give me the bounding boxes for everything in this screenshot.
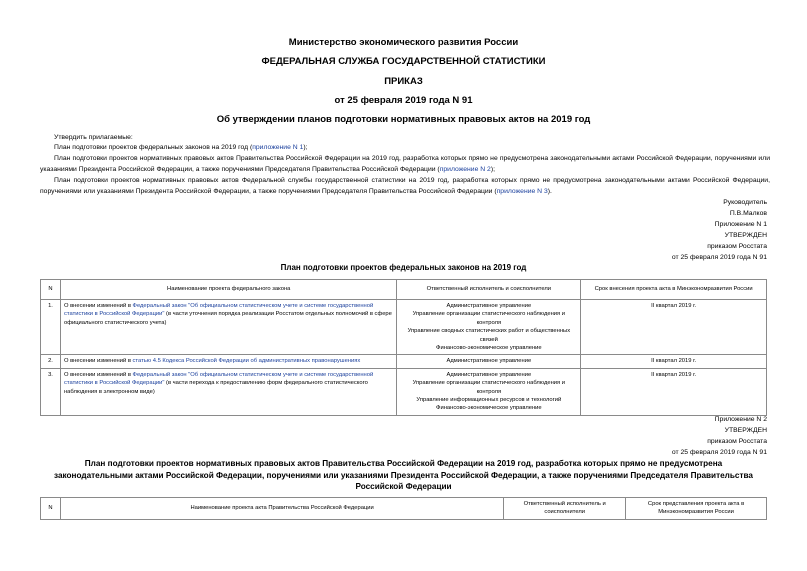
appendix-1-label: Приложение N 1 <box>714 221 767 228</box>
col-header-resp: Ответственный исполнитель и соисполнители <box>397 280 581 300</box>
signature-role: Руководитель <box>723 199 767 206</box>
col-header-term: Срок представления проекта акта в Минэкономразвития России <box>626 498 767 520</box>
col-header-resp: Ответственный исполнитель и соисполнители <box>504 498 626 520</box>
responsible-unit: Управление информационных ресурсов и технологий <box>416 397 562 404</box>
row-number: 1. <box>41 300 61 355</box>
row-term: II квартал 2019 г. <box>581 355 767 368</box>
service-name: ФЕДЕРАЛЬНАЯ СЛУЖБА ГОСУДАРСТВЕННОЙ СТАТИСТИКИ <box>261 56 546 67</box>
item-1-text: План подготовки проектов федеральных законов на 2019 год ( <box>54 144 253 151</box>
row-responsible <box>397 368 581 415</box>
item-2-tail: ); <box>490 165 495 173</box>
row-name-text: О внесении изменений в <box>63 371 133 378</box>
signature-name: П.В.Малков <box>729 210 767 217</box>
table-row <box>41 368 767 415</box>
appendix-2-label: Приложение N 2 <box>714 416 767 423</box>
col-header-n: N <box>41 280 61 300</box>
row-responsible <box>397 355 581 368</box>
document-date-number: от 25 февраля 2019 года N 91 <box>334 95 473 106</box>
item-2-text: План подготовки проектов нормативных правовых актов Правительства Российской Федерации на 2019 год, разработка которых прямо не предусмотрена законодательными актами Российской Федерации, поручениями или указаниями Президента Российской Федерации, а также поручениями Председателя Правительства Российской Федерации ( <box>40 155 770 173</box>
appendix-2-approved: УТВЕРЖДЕН <box>724 427 767 434</box>
table-header-row <box>41 280 767 300</box>
item-1-paragraph <box>40 143 770 154</box>
row-name <box>60 368 396 415</box>
appendix-2-title: План подготовки проектов нормативных правовых актов Правительства Российской Федерации на 2019 год, разработка которых прямо не предусмотрена законодательными актами Российской Федерации, поручениями или указаниями Президента Российской Федерации, а также поручениями Председателя Правительства Российской Федерации <box>54 459 753 491</box>
col-header-term: Срок внесения проекта акта в Минэкономразвития России <box>581 280 767 300</box>
row-term: II квартал 2019 г. <box>581 368 767 415</box>
col-header-n: N <box>41 498 61 520</box>
law-link[interactable]: Федеральный закон "Об официальном статистическом учете и системе государственной статистики в Российской Федерации" <box>63 371 374 387</box>
row-term: II квартал 2019 г. <box>581 300 767 355</box>
row-name <box>60 355 396 368</box>
code-article-link[interactable]: статью 4.5 Кодекса Российской Федерации об административных правонарушениях <box>132 358 361 365</box>
appendix-1-approved: УТВЕРЖДЕН <box>724 232 767 239</box>
row-name-tail: (в части уточнения порядка реализации Росстатом отдельных полномочий в сфере официального статистического учета) <box>63 311 392 326</box>
row-number: 2. <box>41 355 61 368</box>
responsible-unit: Управление сводных статистических работ и общественных связей <box>407 328 571 343</box>
col-header-name: Наименование проекта федерального закона <box>60 280 396 300</box>
item-2-paragraph <box>40 154 770 175</box>
appendix-1-by: приказом Росстата <box>707 243 767 250</box>
appendix-1-link[interactable]: приложение N 1 <box>252 144 304 151</box>
table-header-row <box>41 498 767 520</box>
row-responsible <box>397 300 581 355</box>
ministry-name: Министерство экономического развития России <box>288 37 519 48</box>
row-name-tail: (в части перехода к предоставлению форм федерального статистического наблюдения в электронном виде) <box>63 380 368 395</box>
federal-laws-table <box>40 279 767 416</box>
item-1-tail: ); <box>303 144 308 151</box>
appendix-2-by: приказом Росстата <box>707 438 767 445</box>
item-3-tail: ). <box>547 187 552 195</box>
responsible-unit: Административное управление <box>446 371 532 378</box>
responsible-unit: Финансово-экономическое управление <box>436 345 542 352</box>
appendix-1-title: План подготовки проектов федеральных законов на 2019 год <box>280 263 527 272</box>
table-row <box>41 300 767 355</box>
row-number: 3. <box>41 368 61 415</box>
responsible-unit: Административное управление <box>446 303 532 309</box>
document-type: ПРИКАЗ <box>384 76 423 87</box>
appendix-3-link[interactable]: приложение N 3 <box>496 187 548 195</box>
law-link[interactable]: Федеральный закон "Об официальном статистическом учете и системе государственной статистики в Российской Федерации" <box>63 303 374 318</box>
item-3-paragraph <box>40 176 770 197</box>
appendix-2-date: от 25 февраля 2019 года N 91 <box>671 449 767 456</box>
item-3-text: План подготовки проектов нормативных правовых актов Федеральной службы государственной статистики на 2019 год, разработка которых прямо не предусмотрена законодательными актами Российской Федерации, поручениями или указаниями Президента Российской Федерации, а также поручениями Председателя Правительства Российской Федерации ( <box>40 177 770 195</box>
row-name <box>60 300 396 355</box>
row-name-text: О внесении изменений в <box>63 358 133 365</box>
responsible-unit: Управление организации статистического наблюдения и контроля <box>412 380 566 395</box>
table-row <box>41 355 767 368</box>
responsible-unit: Финансово-экономическое управление <box>436 405 542 412</box>
appendix-1-date: от 25 февраля 2019 года N 91 <box>671 254 767 261</box>
government-acts-table <box>40 497 767 520</box>
row-name-text: О внесении изменений в <box>63 303 133 309</box>
approve-paragraph: Утвердить прилагаемые: <box>54 134 133 141</box>
appendix-2-link[interactable]: приложение N 2 <box>439 165 491 173</box>
col-header-name: Наименование проекта акта Правительства Российской Федерации <box>60 498 503 520</box>
document-title: Об утверждении планов подготовки нормативных правовых актов на 2019 год <box>216 114 591 125</box>
responsible-unit: Управление организации статистического наблюдения и контроля <box>412 311 566 326</box>
responsible-unit: Административное управление <box>446 358 532 365</box>
